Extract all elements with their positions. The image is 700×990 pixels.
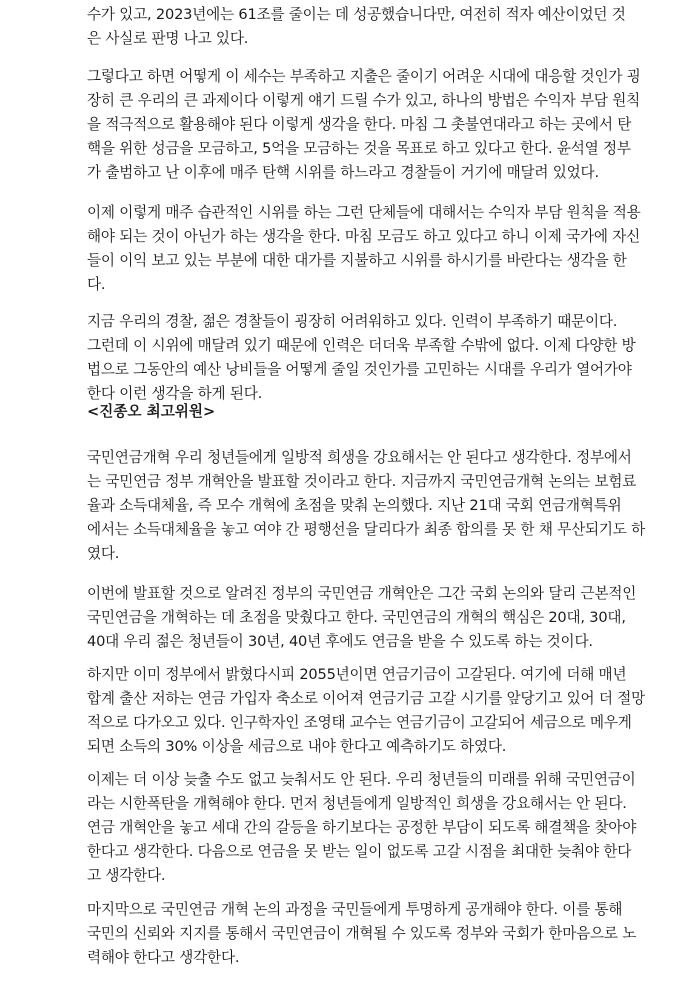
paragraph-pension-reform-intro: [87, 446, 645, 566]
text-line: 40대 우리 젊은 청년들이 30년, 40년 후에도 연금을 받을 수 있도록 하는 것이다.: [87, 633, 593, 650]
text-line: 그렇다고 하면 어떻게 이 세수는 부족하고 지출은 줄이기 어려운 시대에 대응할 것인가 굉: [87, 68, 641, 85]
text-line: 에서는 소득대체율을 놓고 여야 간 평행선을 달리다가 최종 합의를 못 한 채 무산되기도 하: [87, 521, 646, 538]
text-line: 하지만 이미 정부에서 밝혔다시피 2055년이면 연금기금이 고갈된다. 여기에 더해 매년: [87, 666, 627, 683]
text-line: 들이 이익 보고 있는 부분에 대한 대가를 지불하고 시위를 하시기를 바란다는 생각을 한: [87, 252, 627, 269]
paragraph-police-shortage: [87, 310, 636, 406]
text-line: 국민의 신뢰와 지지를 통해서 국민연금이 개혁될 수 있도록 정부와 국회가 한마음으로 노: [87, 925, 637, 942]
text-line: 력해야 한다고 생각한다.: [87, 949, 240, 966]
paragraph-budget-deficit: [87, 3, 626, 51]
paragraph-protest-groups: [87, 201, 641, 297]
text-line: 핵을 위한 성금을 모금하고, 5억을 모금하는 것을 목표로 하고 있다고 한다. 윤석열 정부: [87, 140, 631, 157]
text-line: 그런데 이 시위에 매달려 있기 때문에 인력은 더더욱 부족할 수밖에 없다. 이제 다양한 방: [87, 337, 636, 354]
text-line: 을 적극적으로 활용해야 된다 이렇게 생각을 한다. 마침 그 촛불연대라고 하는 곳에서 탄: [87, 116, 632, 133]
text-line: 국민연금개혁 우리 청년들에게 일방적 희생을 강요해서는 안 된다고 생각한다. 정부에서: [87, 449, 632, 466]
text-line: 라는 시한폭탄을 개혁해야 한다. 먼저 청년들에게 일방적인 희생을 강요해서는 안 된다.: [87, 795, 627, 812]
text-line: 은 사실로 판명 나고 있다.: [87, 30, 249, 47]
text-line: 는 국민연금 정부 개혁안을 발표할 것이라고 한다. 지금까지 국민연금개혁 논의는 보험료: [87, 473, 637, 490]
text-line: 해야 되는 것이 아닌가 하는 생각을 한다. 마침 모금도 하고 있다고 하니 이제 국가에 자신: [87, 228, 641, 245]
text-line: 가 출범하고 난 이후에 매주 탄핵 시위를 하느라고 경찰들이 거기에 매달려 있었다.: [87, 164, 599, 181]
text-line: 국민연금을 개혁하는 데 초점을 맞췄다고 한다. 국민연금의 개혁의 핵심은 20대, 30대,: [87, 609, 626, 626]
text-line: 한다고 생각한다. 다음으로 연금을 못 받는 일이 없도록 고갈 시점을 최대한 늦춰야 한다: [87, 843, 632, 860]
paragraph-government-plan: [87, 582, 636, 654]
text-line: 법으로 그동안의 예산 낭비들을 어떻게 줄일 것인가를 고민하는 시대를 우리가 열어가야: [87, 361, 632, 378]
text-line: 고 생각한다.: [87, 867, 166, 884]
text-line: 이제 이렇게 매주 습관적인 시위를 하는 그런 단체들에 대해서는 수익자 부담 원칙을 적용: [87, 204, 641, 221]
paragraph-transparency: [87, 898, 636, 970]
text-line: 적으로 다가오고 있다. 인구학자인 조영태 교수는 연금기금이 고갈되어 세금으로 메우게: [87, 714, 632, 731]
text-line: 되면 소득의 30% 이상을 세금으로 내야 한다고 예측하기도 하였다.: [87, 738, 507, 755]
text-line: 장히 큰 우리의 큰 과제이다 이렇게 얘기 드릴 수가 있고, 하나의 방법은 수익자 부담 원칙: [87, 92, 641, 109]
text-line: 였다.: [87, 545, 120, 562]
text-line: 마지막으로 국민연금 개혁 논의 과정을 국민들에게 투명하게 공개해야 한다. 이를 통해: [87, 901, 623, 918]
text-line: 이번에 발표할 것으로 알려진 정부의 국민연금 개혁안은 그간 국회 논의와 달리 근본적인: [87, 585, 637, 602]
text-line: 한다 이런 생각을 하게 된다.: [87, 385, 263, 402]
text-line: 다.: [87, 276, 106, 293]
section-heading-speaker: <진종오 최고위원>: [87, 403, 216, 420]
text-line: 수가 있고, 2023년에는 61조를 줄이는 데 성공했습니다만, 여전히 적자 예산이었던 것: [87, 6, 626, 23]
paragraph-fund-depletion: [87, 663, 645, 759]
paragraph-beneficiary-pays: [87, 65, 641, 185]
text-line: 이제는 더 이상 늦출 수도 없고 늦춰서도 안 된다. 우리 청년들의 미래를 위해 국민연금이: [87, 771, 636, 788]
paragraph-urgent-reform: [87, 768, 636, 888]
text-line: 연금 개혁안을 놓고 세대 간의 갈등을 하기보다는 공정한 부담이 되도록 해결책을 찾아야: [87, 819, 637, 836]
text-line: 지금 우리의 경찰, 젊은 경찰들이 굉장히 어려워하고 있다. 인력이 부족하기 때문이다.: [87, 313, 618, 330]
text-line: 율과 소득대체율, 즉 모수 개혁에 초점을 맞춰 논의했다. 지난 21대 국회 연금개혁특위: [87, 497, 622, 514]
text-line: 합계 출산 저하는 연금 가입자 축소로 이어져 연금기금 고갈 시기를 앞당기고 있어 더 절망: [87, 690, 646, 707]
